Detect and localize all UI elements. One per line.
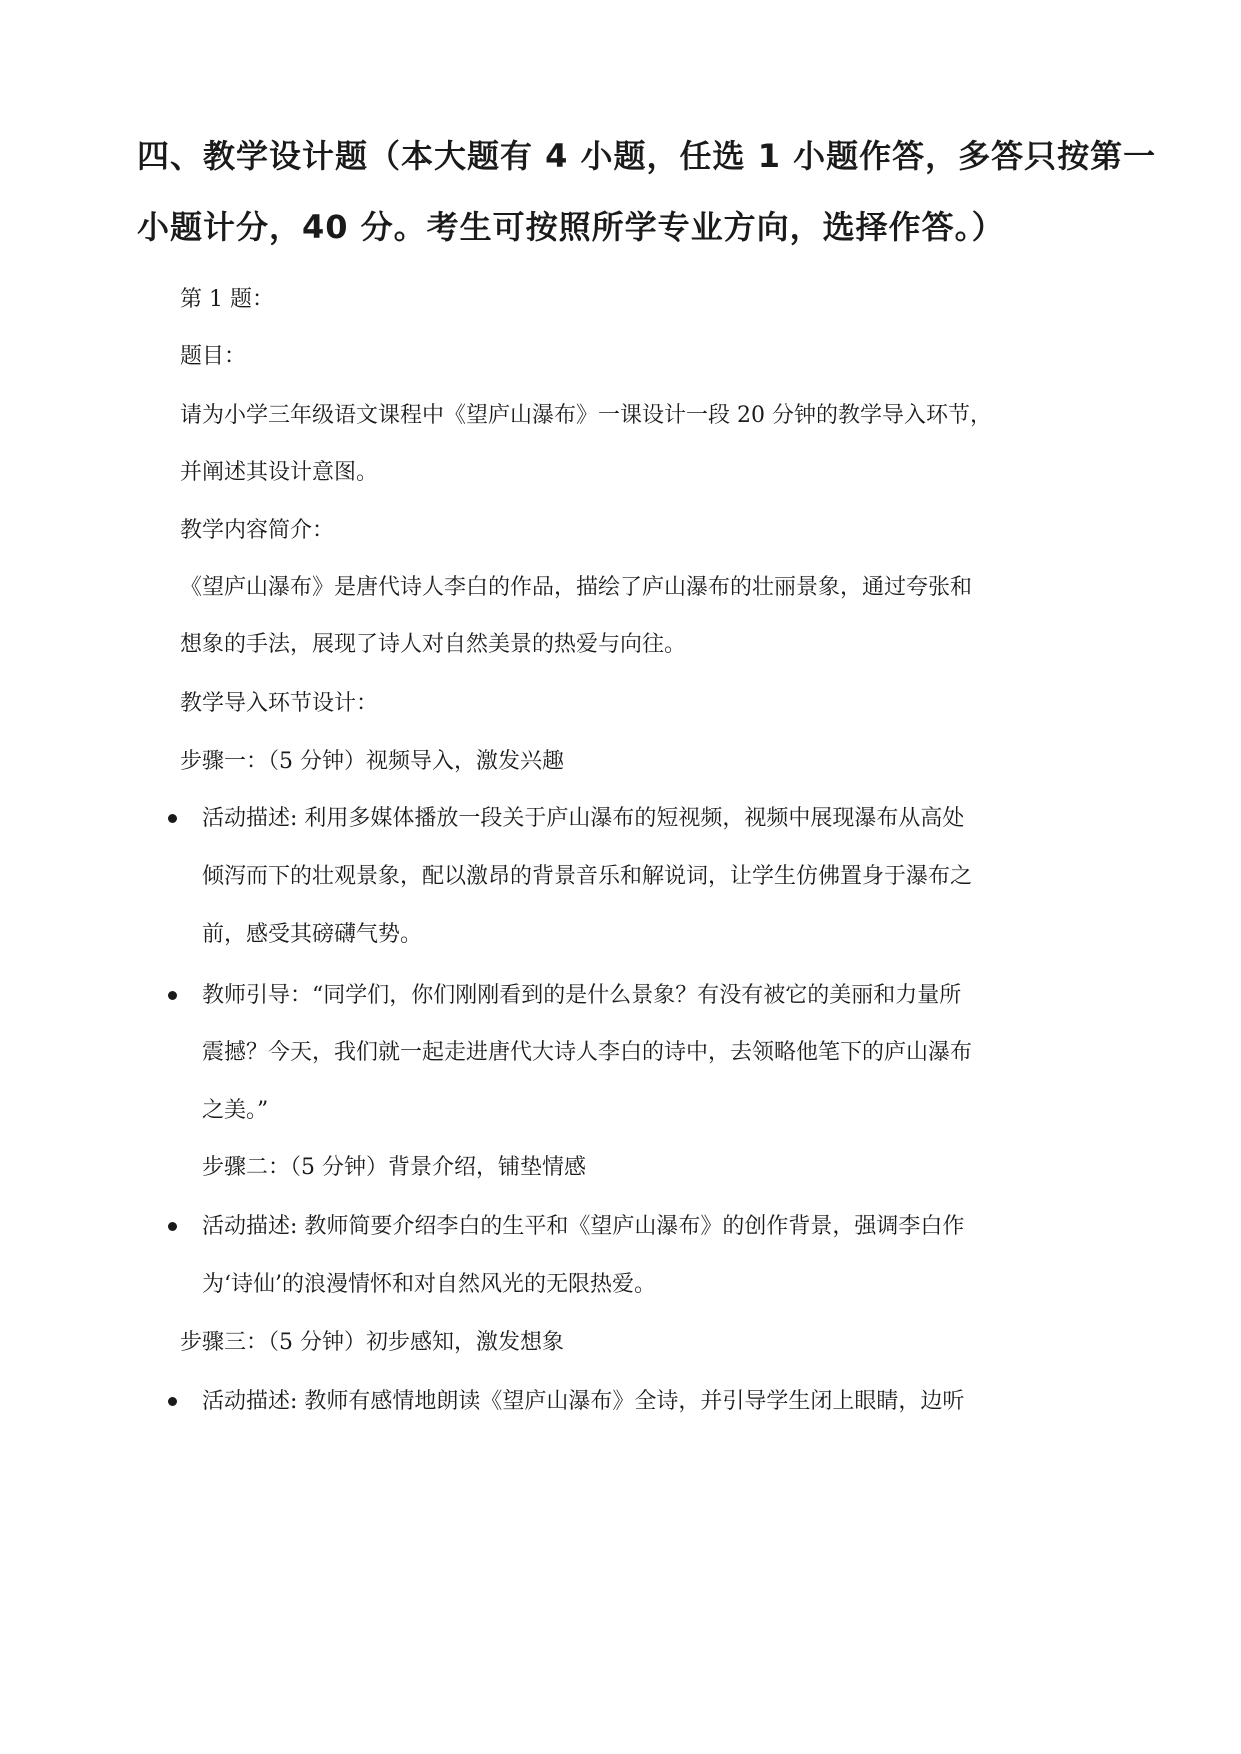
step2-bullet1-line-2: 为‘诗仙’的浪漫情怀和对自然风光的无限热爱。 [202,1272,656,1297]
step1-title: 步骤一：（5 分钟）视频导入，激发兴趣 [180,749,564,774]
bullet-icon [168,991,177,1000]
question-number: 第 1 题： [180,287,274,312]
step1-bullet2-line-3: 之美。” [202,1098,269,1123]
intro-text-line-2: 想象的手法，展现了诗人对自然美景的热爱与向往。 [180,632,687,657]
step1-bullet2-line-2: 震撼？今天，我们就一起走进唐代大诗人李白的诗中，去领略他笔下的庐山瀑布 [202,1040,973,1065]
bullet-icon [168,1222,177,1231]
bullet-icon [168,1397,177,1406]
step3-title: 步骤三：（5 分钟）初步感知，激发想象 [180,1330,564,1355]
step1-bullet1-line-1: 活动描述: 利用多媒体播放一段关于庐山瀑布的短视频，视频中展现瀑布从高处 [202,806,965,831]
topic-label: 题目： [180,344,247,369]
topic-text-line-1: 请为小学三年级语文课程中《望庐山瀑布》一课设计一段 20 分钟的教学导入环节， [180,403,992,428]
step2-title: 步骤二：（5 分钟）背景介绍，铺垫情感 [202,1155,586,1180]
design-label: 教学导入环节设计： [180,691,379,716]
section-heading-line-1: 四、教学设计题（本大题有 4 小题，任选 1 小题作答，多答只按第一 [137,137,1157,175]
step1-bullet2-line-1: 教师引导：“同学们，你们刚刚看到的是什么景象？有没有被它的美丽和力量所 [202,983,962,1008]
intro-label: 教学内容简介： [180,518,335,543]
section-heading-line-2: 小题计分，40 分。考生可按照所学专业方向，选择作答。） [137,208,1005,246]
step1-bullet1-line-3: 前，感受其磅礴气势。 [202,922,423,947]
intro-text-line-1: 《望庐山瀑布》是唐代诗人李白的作品，描绘了庐山瀑布的壮丽景象，通过夸张和 [180,575,973,600]
step2-bullet1-line-1: 活动描述: 教师简要介绍李白的生平和《望庐山瀑布》的创作背景，强调李白作 [202,1214,965,1239]
step3-bullet1-line-1: 活动描述: 教师有感情地朗读《望庐山瀑布》全诗，并引导学生闭上眼睛，边听 [202,1389,965,1414]
step1-bullet1-line-2: 倾泻而下的壮观景象，配以激昂的背景音乐和解说词，让学生仿佛置身于瀑布之 [202,864,973,889]
topic-text-line-2: 并阐述其设计意图。 [180,460,379,485]
bullet-icon [168,814,177,823]
